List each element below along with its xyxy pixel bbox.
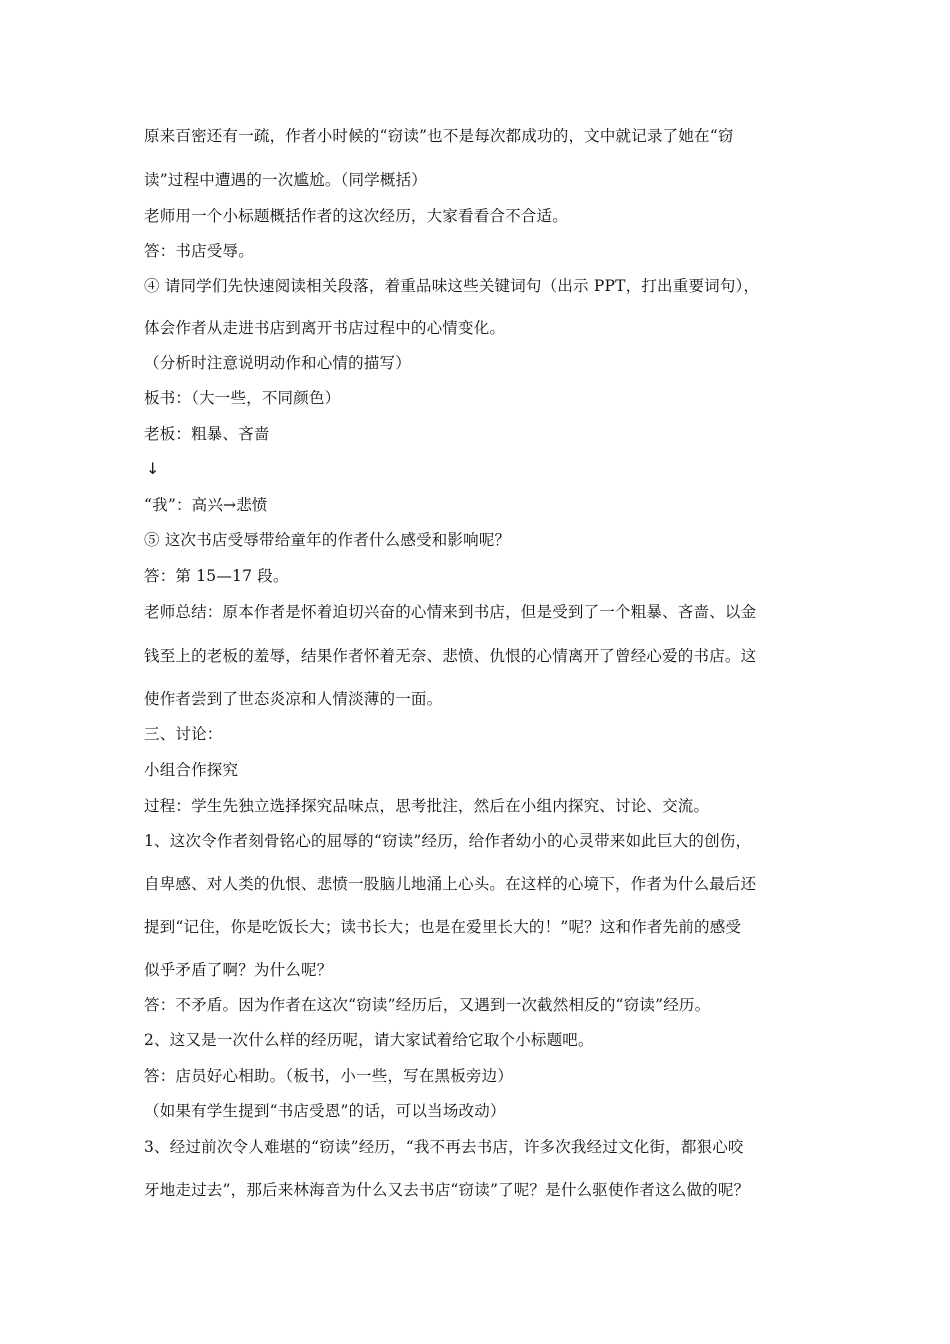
paragraph-line: 自卑感、对人类的仇恨、悲愤一股脑儿地涌上心头。在这样的心境下，作者为什么最后还	[144, 875, 757, 893]
paragraph-line: 过程：学生先独立选择探究品味点，思考批注，然后在小组内探究、讨论、交流。	[144, 797, 710, 815]
answer-line: 答：书店受辱。	[144, 242, 254, 260]
paragraph-line: 1、这次令作者刻骨铭心的屈辱的“窃读”经历，给作者幼小的心灵带来如此巨大的创伤，	[144, 832, 752, 850]
paragraph-line: 读”过程中遭遇的一次尴尬。（同学概括）	[144, 171, 427, 189]
paragraph-line: 提到“记住，你是吃饭长大；读书长大；也是在爱里长大的！”呢？这和作者先前的感受	[144, 918, 742, 936]
paragraph-line: 使作者尝到了世态炎凉和人情淡薄的一面。	[144, 690, 443, 708]
down-arrow-icon: ↓	[146, 459, 160, 478]
answer-line: 答：第 15—17 段。	[144, 567, 289, 585]
paragraph-line: 老师用一个小标题概括作者的这次经历，大家看看合不合适。	[144, 207, 568, 225]
paragraph-line: 2、这又是一次什么样的经历呢，请大家试着给它取个小标题吧。	[144, 1031, 594, 1049]
note-line: （分析时注意说明动作和心情的描写）	[144, 354, 411, 372]
answer-line: 答：店员好心相助。（板书，小一些，写在黑板旁边）	[144, 1067, 514, 1085]
blackboard-line: “我”：高兴→悲愤	[144, 496, 268, 514]
paragraph-line: ④ 请同学们先快速阅读相关段落，着重品味这些关键词句（出示 PPT，打出重要词句），	[144, 277, 760, 295]
paragraph-line: 牙地走过去”，那后来林海音为什么又去书店“窃读”了呢？是什么驱使作者这么做的呢？	[144, 1181, 750, 1199]
paragraph-line: 3、经过前次令人难堪的“窃读”经历，“我不再去书店，许多次我经过文化街，都狠心咬	[144, 1138, 744, 1156]
section-heading: 三、讨论：	[144, 725, 223, 743]
paragraph-line: 老师总结：原本作者是怀着迫切兴奋的心情来到书店，但是受到了一个粗暴、吝啬、以金	[144, 603, 757, 621]
blackboard-line: 老板：粗暴、吝啬	[144, 425, 270, 443]
paragraph-line: 体会作者从走进书店到离开书店过程中的心情变化。	[144, 319, 506, 337]
paragraph-line: 似乎矛盾了啊？为什么呢？	[144, 961, 333, 979]
blackboard-line: 板书：（大一些，不同颜色）	[144, 389, 341, 407]
paragraph-line: 钱至上的老板的羞辱，结果作者怀着无奈、悲愤、仇恨的心情离开了曾经心爱的书店。这	[144, 647, 757, 665]
note-line: （如果有学生提到“书店受恩”的话，可以当场改动）	[144, 1102, 506, 1120]
paragraph-line: ⑤ 这次书店受辱带给童年的作者什么感受和影响呢？	[144, 531, 511, 549]
paragraph-line: 原来百密还有一疏，作者小时候的“窃读”也不是每次都成功的，文中就记录了她在“窃	[144, 127, 734, 145]
answer-line: 答：不矛盾。因为作者在这次“窃读”经历后，又遇到一次截然相反的“窃读”经历。	[144, 996, 711, 1014]
paragraph-line: 小组合作探究	[144, 761, 239, 779]
